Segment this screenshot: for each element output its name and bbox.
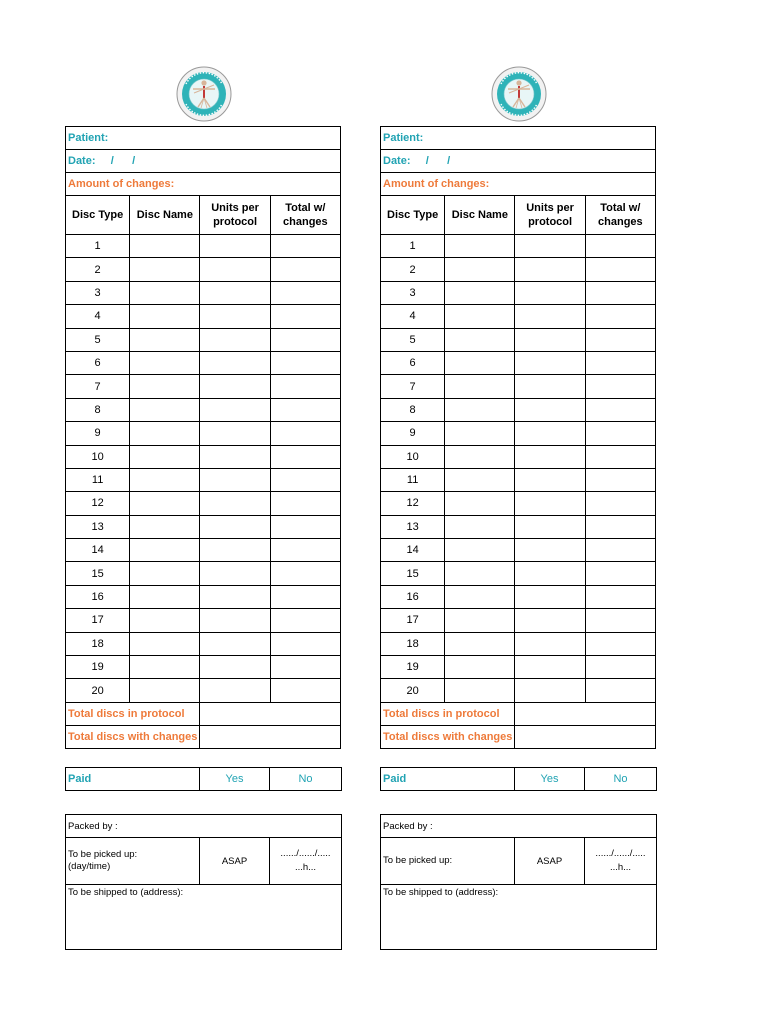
patient-label: Patient: <box>68 132 109 144</box>
disc-number: 19 <box>381 656 445 679</box>
disc-number: 5 <box>66 328 130 351</box>
units-cell[interactable] <box>515 375 585 398</box>
total-cell[interactable] <box>585 468 655 491</box>
paid-no-option[interactable]: No <box>585 768 657 791</box>
disc-number: 16 <box>381 585 445 608</box>
total-cell[interactable] <box>585 632 655 655</box>
paid-yes-option[interactable]: Yes <box>200 768 270 791</box>
units-cell[interactable] <box>515 679 585 702</box>
units-cell[interactable] <box>200 585 270 608</box>
units-cell[interactable] <box>515 281 585 304</box>
disc-number: 13 <box>381 515 445 538</box>
table-row <box>66 351 341 374</box>
table-row <box>381 422 656 445</box>
disc-name-cell[interactable] <box>130 328 200 351</box>
units-cell[interactable] <box>200 281 270 304</box>
disc-name-cell[interactable] <box>445 445 515 468</box>
disc-number: 14 <box>381 539 445 562</box>
table-row <box>381 375 656 398</box>
units-cell[interactable] <box>200 422 270 445</box>
header-total-with-changes: Total w/ changes <box>270 196 340 235</box>
table-row <box>66 562 341 585</box>
table-row <box>66 281 341 304</box>
disc-number: 17 <box>66 609 130 632</box>
table-row <box>381 562 656 585</box>
units-cell[interactable] <box>200 445 270 468</box>
units-cell[interactable] <box>515 468 585 491</box>
units-cell[interactable] <box>515 632 585 655</box>
patient-field[interactable] <box>381 127 656 150</box>
vitruvian-man-logo-icon <box>491 66 547 122</box>
amount-of-changes-field[interactable] <box>66 173 341 196</box>
total-discs-protocol-field[interactable] <box>515 702 656 725</box>
units-cell[interactable] <box>200 258 270 281</box>
table-row <box>381 468 656 491</box>
pickup-datetime-field[interactable] <box>270 838 342 885</box>
disc-name-cell[interactable] <box>445 609 515 632</box>
total-cell[interactable] <box>270 468 340 491</box>
units-cell[interactable] <box>515 258 585 281</box>
units-cell[interactable] <box>200 375 270 398</box>
packed-by-label: Packed by : <box>68 820 118 832</box>
disc-number: 19 <box>66 656 130 679</box>
table-row <box>66 258 341 281</box>
paid-table <box>380 767 657 791</box>
paid-label: Paid <box>381 768 515 791</box>
disc-name-cell[interactable] <box>445 398 515 421</box>
units-cell[interactable] <box>200 235 270 258</box>
disc-name-cell[interactable] <box>445 375 515 398</box>
amount-of-changes-field[interactable] <box>381 173 656 196</box>
ship-address-field[interactable] <box>66 885 342 950</box>
patient-field[interactable] <box>66 127 341 150</box>
total-discs-protocol-label: Total discs in protocol <box>66 702 200 725</box>
table-row <box>66 632 341 655</box>
disc-name-cell[interactable] <box>130 656 200 679</box>
units-cell[interactable] <box>200 632 270 655</box>
total-cell[interactable] <box>270 539 340 562</box>
pickup-datetime-field[interactable] <box>585 838 657 885</box>
total-cell[interactable] <box>270 679 340 702</box>
ship-address-label: To be shipped to (address): <box>383 887 499 898</box>
disc-number: 8 <box>381 398 445 421</box>
disc-number: 3 <box>66 281 130 304</box>
units-cell[interactable] <box>200 515 270 538</box>
total-cell[interactable] <box>270 632 340 655</box>
table-row <box>66 422 341 445</box>
total-discs-protocol-field[interactable] <box>200 702 341 725</box>
total-cell[interactable] <box>585 609 655 632</box>
disc-name-cell[interactable] <box>130 562 200 585</box>
disc-name-cell[interactable] <box>445 281 515 304</box>
shipping-table <box>380 814 657 950</box>
pickup-label <box>66 838 200 885</box>
disc-number: 2 <box>381 258 445 281</box>
header-disc-type: Disc Type <box>381 196 445 235</box>
units-cell[interactable] <box>515 305 585 328</box>
units-cell[interactable] <box>200 398 270 421</box>
total-discs-changes-label: Total discs with changes <box>381 725 515 748</box>
disc-name-cell[interactable] <box>130 351 200 374</box>
disc-name-cell[interactable] <box>445 562 515 585</box>
total-cell[interactable] <box>585 492 655 515</box>
table-row <box>381 258 656 281</box>
units-cell[interactable] <box>200 351 270 374</box>
header-disc-name: Disc Name <box>445 196 515 235</box>
packed-by-label: Packed by : <box>383 820 433 832</box>
total-cell[interactable] <box>585 305 655 328</box>
table-row <box>66 328 341 351</box>
disc-number: 16 <box>66 585 130 608</box>
table-row <box>66 375 341 398</box>
time-placeholder: ...h... <box>294 862 317 873</box>
disc-name-cell[interactable] <box>445 632 515 655</box>
paid-table <box>65 767 342 791</box>
disc-name-cell[interactable] <box>130 305 200 328</box>
disc-number: 4 <box>381 305 445 328</box>
table-row <box>66 468 341 491</box>
disc-number: 7 <box>381 375 445 398</box>
date-field[interactable] <box>381 150 656 173</box>
disc-number: 7 <box>66 375 130 398</box>
header-disc-name: Disc Name <box>130 196 200 235</box>
units-cell[interactable] <box>200 468 270 491</box>
date-field[interactable] <box>66 150 341 173</box>
disc-number: 14 <box>66 539 130 562</box>
ship-address-label: To be shipped to (address): <box>68 887 184 898</box>
disc-number: 10 <box>66 445 130 468</box>
header-units-per-protocol: Units per protocol <box>515 196 585 235</box>
total-cell[interactable] <box>585 235 655 258</box>
total-cell[interactable] <box>585 422 655 445</box>
ship-address-field[interactable] <box>381 885 657 950</box>
units-cell[interactable] <box>515 562 585 585</box>
disc-name-cell[interactable] <box>130 585 200 608</box>
total-cell[interactable] <box>270 281 340 304</box>
table-row <box>381 515 656 538</box>
disc-name-cell[interactable] <box>445 679 515 702</box>
total-cell[interactable] <box>270 328 340 351</box>
table-row <box>66 656 341 679</box>
disc-number: 10 <box>381 445 445 468</box>
units-cell[interactable] <box>515 445 585 468</box>
total-discs-changes-field[interactable] <box>200 725 341 748</box>
paid-yes-option[interactable]: Yes <box>515 768 585 791</box>
total-cell[interactable] <box>270 515 340 538</box>
packed-by-field[interactable] <box>66 815 342 838</box>
disc-name-cell[interactable] <box>445 539 515 562</box>
units-cell[interactable] <box>515 398 585 421</box>
table-row <box>381 328 656 351</box>
disc-number: 4 <box>66 305 130 328</box>
patient-label: Patient: <box>383 132 424 144</box>
disc-number: 1 <box>66 235 130 258</box>
shipping-table <box>65 814 342 950</box>
pickup-label-text: To be picked up: (day/time) <box>68 849 138 872</box>
units-cell[interactable] <box>200 562 270 585</box>
table-row <box>66 515 341 538</box>
total-discs-changes-label: Total discs with changes <box>66 725 200 748</box>
disc-number: 12 <box>381 492 445 515</box>
units-cell[interactable] <box>200 328 270 351</box>
disc-name-cell[interactable] <box>445 585 515 608</box>
disc-number: 1 <box>381 235 445 258</box>
disc-number: 11 <box>381 468 445 491</box>
amount-of-changes-label: Amount of changes: <box>383 178 490 190</box>
table-row <box>66 398 341 421</box>
units-cell[interactable] <box>200 656 270 679</box>
table-row <box>66 679 341 702</box>
units-cell[interactable] <box>515 492 585 515</box>
units-cell[interactable] <box>515 422 585 445</box>
total-cell[interactable] <box>585 515 655 538</box>
disc-name-cell[interactable] <box>445 235 515 258</box>
disc-number: 9 <box>381 422 445 445</box>
table-row <box>66 492 341 515</box>
table-row <box>66 585 341 608</box>
disc-name-cell[interactable] <box>445 492 515 515</box>
disc-name-cell[interactable] <box>445 305 515 328</box>
units-cell[interactable] <box>515 328 585 351</box>
total-cell[interactable] <box>585 328 655 351</box>
units-cell[interactable] <box>515 656 585 679</box>
disc-name-cell[interactable] <box>130 492 200 515</box>
disc-number: 18 <box>381 632 445 655</box>
total-cell[interactable] <box>270 258 340 281</box>
table-row <box>381 539 656 562</box>
disc-number: 6 <box>381 351 445 374</box>
disc-number: 8 <box>66 398 130 421</box>
total-discs-changes-field[interactable] <box>515 725 656 748</box>
units-cell[interactable] <box>515 351 585 374</box>
units-cell[interactable] <box>200 492 270 515</box>
total-cell[interactable] <box>270 398 340 421</box>
table-row <box>381 492 656 515</box>
disc-name-cell[interactable] <box>130 609 200 632</box>
pickup-label-text: To be picked up: <box>383 855 453 866</box>
total-cell[interactable] <box>270 235 340 258</box>
disc-number: 6 <box>66 351 130 374</box>
disc-name-cell[interactable] <box>130 281 200 304</box>
disc-number: 15 <box>66 562 130 585</box>
table-row <box>381 632 656 655</box>
disc-number: 5 <box>381 328 445 351</box>
table-row <box>381 235 656 258</box>
disc-name-cell[interactable] <box>130 632 200 655</box>
total-cell[interactable] <box>270 375 340 398</box>
units-cell[interactable] <box>200 539 270 562</box>
header-total-with-changes: Total w/ changes <box>585 196 655 235</box>
total-discs-protocol-label: Total discs in protocol <box>381 702 515 725</box>
packed-by-field[interactable] <box>381 815 657 838</box>
disc-number: 9 <box>66 422 130 445</box>
disc-name-cell[interactable] <box>445 515 515 538</box>
amount-of-changes-label: Amount of changes: <box>68 178 175 190</box>
table-row <box>381 585 656 608</box>
total-cell[interactable] <box>270 305 340 328</box>
disc-name-cell[interactable] <box>130 422 200 445</box>
pickup-label <box>381 838 515 885</box>
date-label: Date: / / <box>383 155 451 167</box>
order-form-left <box>65 0 341 1024</box>
disc-name-cell[interactable] <box>130 445 200 468</box>
disc-name-cell[interactable] <box>445 258 515 281</box>
disc-number: 3 <box>381 281 445 304</box>
table-row <box>381 609 656 632</box>
disc-name-cell[interactable] <box>130 468 200 491</box>
total-cell[interactable] <box>585 445 655 468</box>
disc-number: 12 <box>66 492 130 515</box>
disc-name-cell[interactable] <box>445 422 515 445</box>
disc-number: 17 <box>381 609 445 632</box>
disc-name-cell[interactable] <box>130 258 200 281</box>
header-units-per-protocol: Units per protocol <box>200 196 270 235</box>
disc-name-cell[interactable] <box>130 375 200 398</box>
disc-table <box>65 126 341 749</box>
table-row <box>66 609 341 632</box>
disc-number: 13 <box>66 515 130 538</box>
units-cell[interactable] <box>515 609 585 632</box>
table-row <box>381 305 656 328</box>
units-cell[interactable] <box>200 609 270 632</box>
paid-no-option[interactable]: No <box>270 768 342 791</box>
disc-number: 20 <box>381 679 445 702</box>
units-cell[interactable] <box>200 679 270 702</box>
disc-name-cell[interactable] <box>445 351 515 374</box>
disc-name-cell[interactable] <box>130 539 200 562</box>
table-row <box>381 445 656 468</box>
date-label: Date: / / <box>68 155 136 167</box>
total-cell[interactable] <box>585 562 655 585</box>
table-row <box>66 305 341 328</box>
disc-name-cell[interactable] <box>445 328 515 351</box>
disc-name-cell[interactable] <box>130 235 200 258</box>
disc-number: 15 <box>381 562 445 585</box>
table-row <box>381 281 656 304</box>
units-cell[interactable] <box>515 585 585 608</box>
total-cell[interactable] <box>585 585 655 608</box>
units-cell[interactable] <box>515 539 585 562</box>
total-cell[interactable] <box>585 258 655 281</box>
total-cell[interactable] <box>270 422 340 445</box>
vitruvian-man-logo-icon <box>176 66 232 122</box>
table-row <box>66 539 341 562</box>
table-row <box>66 445 341 468</box>
disc-number: 18 <box>66 632 130 655</box>
total-cell[interactable] <box>270 445 340 468</box>
table-row <box>66 235 341 258</box>
table-row <box>381 656 656 679</box>
total-cell[interactable] <box>270 656 340 679</box>
table-row <box>381 679 656 702</box>
total-cell[interactable] <box>585 539 655 562</box>
total-cell[interactable] <box>585 281 655 304</box>
total-cell[interactable] <box>585 351 655 374</box>
disc-table <box>380 126 656 749</box>
date-placeholder: ....../....../..... <box>595 848 646 859</box>
header-disc-type: Disc Type <box>66 196 130 235</box>
time-placeholder: ...h... <box>609 862 632 873</box>
total-cell[interactable] <box>270 562 340 585</box>
disc-number: 2 <box>66 258 130 281</box>
disc-name-cell[interactable] <box>130 398 200 421</box>
total-cell[interactable] <box>585 679 655 702</box>
total-cell[interactable] <box>270 492 340 515</box>
table-row <box>381 398 656 421</box>
total-cell[interactable] <box>585 656 655 679</box>
asap-option[interactable]: ASAP <box>200 838 270 885</box>
units-cell[interactable] <box>515 235 585 258</box>
paid-label: Paid <box>66 768 200 791</box>
order-form-right <box>380 0 656 1024</box>
total-cell[interactable] <box>270 585 340 608</box>
disc-name-cell[interactable] <box>130 515 200 538</box>
total-cell[interactable] <box>585 375 655 398</box>
units-cell[interactable] <box>515 515 585 538</box>
disc-number: 11 <box>66 468 130 491</box>
units-cell[interactable] <box>200 305 270 328</box>
date-placeholder: ....../....../..... <box>280 848 331 859</box>
total-cell[interactable] <box>270 351 340 374</box>
disc-name-cell[interactable] <box>445 468 515 491</box>
table-row <box>381 351 656 374</box>
total-cell[interactable] <box>270 609 340 632</box>
asap-option[interactable]: ASAP <box>515 838 585 885</box>
disc-name-cell[interactable] <box>130 679 200 702</box>
disc-name-cell[interactable] <box>445 656 515 679</box>
total-cell[interactable] <box>585 398 655 421</box>
disc-number: 20 <box>66 679 130 702</box>
